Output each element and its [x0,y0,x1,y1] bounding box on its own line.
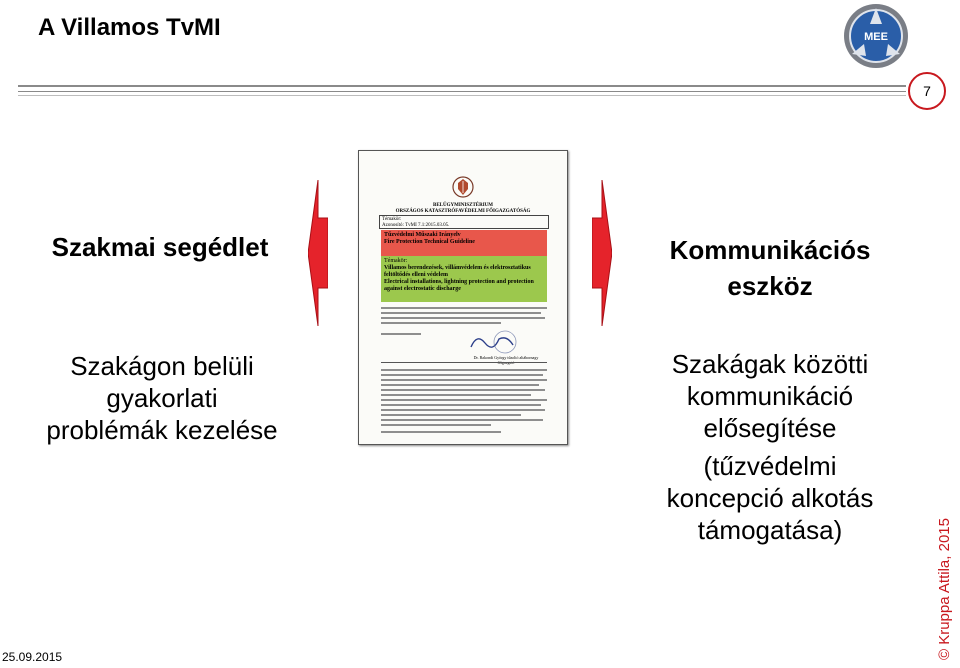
document-text-line [381,384,539,386]
header-rule [18,95,906,96]
document-header [379,203,547,215]
document-subject-label: Témakör: [384,258,408,264]
coat-of-arms-icon [451,175,475,199]
document-text-line [381,431,501,433]
document-text-line [381,307,547,309]
document-ministry: BELÜGYMINISZTÉRIUM [432,203,493,208]
document-topic-box [379,215,549,229]
right-body [620,348,920,546]
right-body-line: elősegítése [703,413,837,443]
guideline-document-image [358,150,568,445]
document-text-line [381,389,545,391]
document-text-line [381,322,501,324]
document-text-line [381,317,545,319]
header-rule [18,91,906,92]
document-text-line [381,369,547,371]
document-subject-band [381,256,547,302]
copyright-notice: © Kruppa Attila, 2015 [936,518,953,660]
signature-stamp-icon [467,329,527,355]
document-title-en: Fire Protection Technical Guideline [384,239,475,245]
right-heading-line: Kommunikációs [669,235,871,265]
left-arrow-icon [308,180,328,326]
slide-date: 25.09.2015 [2,650,63,664]
right-body-line: koncepció alkotás [666,483,874,513]
document-text-line [381,399,547,401]
left-heading: Szakmai segédlet [51,232,269,262]
document-text-line [381,379,547,381]
left-body-line: Szakágon belüli [70,351,254,381]
document-text-line [381,394,531,396]
right-body-line: Szakágak közötti [671,349,869,379]
document-text-line [381,424,491,426]
slide-title: A Villamos TvMI [38,14,221,41]
document-title-band [381,230,547,256]
left-body-line: problémák kezelése [46,415,278,445]
document-identifier: Azonosító: TvMI 7.1:2015.03.05. [382,223,450,228]
left-body-line: gyakorlati [106,383,218,413]
document-separator [381,362,547,363]
right-arrow-icon [592,180,612,326]
page-number: 7 [908,72,946,110]
logo-letter-m: MEE [864,31,888,43]
document-subject-hu: Villamos berendezések, villámvédelem és elektrosztatikus feltöltődés elleni védelem [384,265,531,278]
left-body [12,350,312,446]
document-subject-en: Electrical installations, lightning protection and protection against electrostatic discharge [384,279,534,292]
document-signatory: Dr. Bakondi György tűzoltó altábornagy főigazgató [473,355,539,365]
document-text-line [381,312,541,314]
right-body-line: támogatása) [697,515,843,545]
document-text-line [381,414,521,416]
document-text-line [381,419,543,421]
document-text-line [381,374,543,376]
right-body-line: (tűzvédelmi [703,451,837,481]
document-title-hu: Tűzvédelmi Műszaki Irányelv [384,232,461,238]
header-rule [18,85,906,87]
document-topic-label: Témakör: [382,217,402,222]
document-text-line [381,409,545,411]
document-text-line [381,333,421,335]
right-heading-line: eszköz [727,271,813,301]
right-body-line: kommunikáció [686,381,854,411]
right-heading [620,232,920,304]
mee-logo [842,2,910,70]
document-directorate: ORSZÁGOS KATASZTRÓFAVÉDELMI FŐIGAZGATÓSÁG [395,209,531,214]
document-text-line [381,404,541,406]
